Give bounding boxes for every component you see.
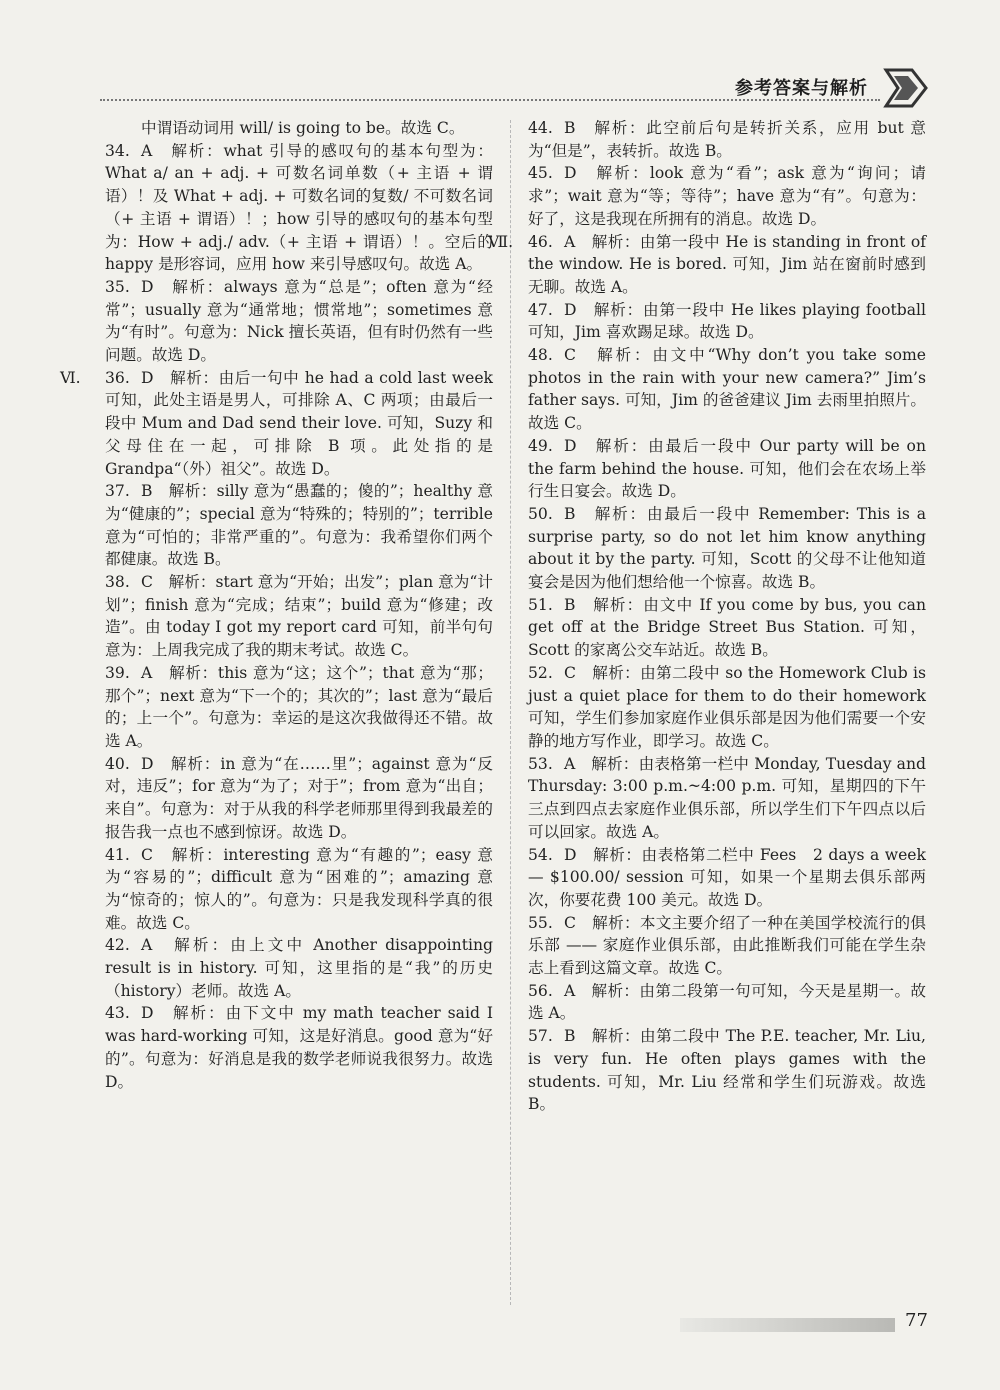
answer-item [528,1025,926,1116]
answer-item [105,662,493,753]
answer-number: 51. [528,595,553,614]
answer-item [528,435,926,503]
answer-number: 55. [528,913,553,932]
answer-item [105,480,493,571]
answer-item [105,117,493,140]
answer-item [528,344,926,435]
page-header-title: 参考答案与解析 [735,78,868,99]
answer-text: B 解析：由文中 If you come by bus, you can get off at the Bridge Street Bus Station. 可知，Scott 的家离公交车站近。故选 B。 [528,595,926,660]
footer-bar [680,1318,895,1332]
answer-number: 38. [105,573,130,592]
answer-number: 47. [528,300,553,319]
answer-number: 35. [105,277,130,296]
answer-number: 52. [528,663,553,682]
answer-number: 43. [105,1004,130,1023]
answer-number: 54. [528,845,553,864]
answer-number: 44. [528,119,553,137]
answer-text: D 解析：always 意为“总是”；often 意为“经常”；usually 意为“通常地；惯常地”；sometimes 意为“有时”。句意为：Nick 擅长英语，但有时仍然有一些问题。故选 D。 [105,277,493,365]
answer-number: 40. [105,754,130,773]
answer-item [528,117,926,162]
section-numeral: Ⅵ. [60,368,81,387]
answer-number: 46. [528,232,553,251]
answer-item [528,844,926,912]
left-column [60,117,493,1093]
answer-number: 50. [528,504,553,523]
answer-text: B 解析：由最后一段中 Remember: This is a surprise party, so do not let him know anything about it by the party. 可知，Scott 的父母不让他知道宴会是因为他们想给他一个惊喜。故选 B。 [528,504,926,592]
answer-text: B 解析：此空前后句是转折关系，应用 but 意为“但是”，表转折。故选 B。 [528,119,926,160]
answer-number: 34. [105,141,130,160]
answer-number: 41. [105,845,130,864]
answer-number: 56. [528,981,553,1000]
answer-item [528,662,926,753]
answer-text: A 解析：由上文中 Another disappointing result is in history. 可知，这里指的是“我”的历史（history）老师。故选 A。 [105,936,493,1000]
answer-number: 57. [528,1027,553,1046]
answer-text: 中谓语动词用 will/ is going to be。故选 C。 [141,119,465,137]
answer-item [105,571,493,662]
answer-item [105,934,493,1002]
answer-text: D 解析：由后一句中 he had a cold last week 可知，此处主语是男人，可排除 A、C 两项；由最后一段中 Mum and Dad send their love. 可知，Suzy 和父母住在一起，可排除 B 项。此处指的是 Grandpa“（外）祖父”。故选 D。 [105,368,493,478]
answer-item [105,140,493,276]
answer-number: 42. [105,936,130,955]
answer-item [528,503,926,594]
answer-number: 36. [105,368,130,387]
answer-text: B 解析：由第二段中 The P.E. teacher, Mr. Liu, is very fun. He often plays games with the students. 可知，Mr. Liu 经常和学生们玩游戏。故选 B。 [528,1027,926,1114]
header-divider [100,99,880,101]
answer-text: A 解析：this 意为“这；这个”；that 意为“那；那个”；next 意为“下一个的；其次的”；last 意为“最后的；上一个”。句意为：幸运的是这次我做得还不错。故选 A。 [105,663,493,750]
answer-text: D 解析：由第一段中 He likes playing football 可知，Jim 喜欢踢足球。故选 D。 [528,300,926,342]
answer-item [528,162,926,230]
answer-text: A 解析：what 引导的感叹句的基本句型为：What a/ an + adj. + 可数名词单数（+ 主语 + 谓语）！及 What + adj. + 可数名词的复数/ 不可数名词（+ 主语 + 谓语）！；how 引导的感叹句的基本句型为：How + adj./ adv.（+ 主语 + 谓语）！。空后的 happy 是形容词，应用 how 来引导感叹句。故选 A。 [105,141,493,274]
answer-item [105,844,493,935]
page-number: 77 [905,1310,928,1331]
answer-text: C 解析：由第二段中 so the Homework Club is just a quiet place for them to do their homework 可知，学生们参加家庭作业俱乐部是因为他们需要一个安静的地方写作业，即学习。故选 C。 [528,663,926,750]
answer-number: 45. [528,164,553,183]
answer-text: D 解析：look 意为“看”；ask 意为“询问；请求”；wait 意为“等；等待”；have 意为“有”。句意为：好了，这是我现在所拥有的消息。故选 D。 [528,164,926,228]
answer-text: C 解析：interesting 意为“有趣的”；easy 意为“容易的”；difficult 意为“困难的”；amazing 意为“惊奇的；惊人的”。句意为：只是我发现科学真的很难。故选 C。 [105,845,493,932]
answer-item [488,231,926,299]
arrow-badge-icon [882,66,930,110]
answer-text: D 解析：由下文中 my math teacher said I was hard-working 可知，这是好消息。good 意为“好的”。句意为：好消息是我的数学老师说我很努力。故选 D。 [105,1004,493,1091]
answer-item [528,912,926,980]
answer-number: 48. [528,346,553,365]
answer-item [60,367,493,481]
answer-text: C 解析：由文中“Why don’t you take some photos in the rain with your new camera?” Jim’s father says. 可知，Jim 的爸爸建议 Jim 去雨里拍照片。故选 C。 [528,346,926,433]
answer-number: 49. [528,436,553,455]
answer-text: A 解析：由第一段中 He is standing in front of the window. He is bored. 可知，Jim 站在窗前时感到无聊。故选 A。 [528,232,926,296]
answer-item [105,276,493,367]
right-column [488,117,926,1116]
answer-number: 39. [105,663,130,682]
answer-item [105,753,493,844]
column-divider [510,120,511,1305]
answer-number: 53. [528,754,553,773]
answer-item [528,594,926,662]
answer-text: B 解析：silly 意为“愚蠢的；傻的”；healthy 意为“健康的”；special 意为“特殊的；特别的”；terrible 意为“可怕的；非常严重的”。句意为：我希望你们两个都健康。故选 B。 [105,482,493,569]
answer-number: 37. [105,482,130,501]
answer-text: D 解析：由最后一段中 Our party will be on the farm behind the house. 可知，他们会在农场上举行生日宴会。故选 D。 [528,436,926,501]
answer-text: D 解析：in 意为“在……里”；against 意为“反对，违反”；for 意为“为了；对于”；from 意为“出自；来自”。句意为：对于从我的科学老师那里得到我最差的报告我一点也不感到惊讶。故选 D。 [105,754,493,841]
answer-text: C 解析：本文主要介绍了一种在美国学校流行的俱乐部 —— 家庭作业俱乐部，由此推断我们可能在学生杂志上看到这篇文章。故选 C。 [528,913,926,978]
answer-item [528,980,926,1025]
section-numeral: Ⅶ. [488,232,514,251]
answer-item [528,753,926,844]
answer-item [528,299,926,344]
answer-text: D 解析：由表格第二栏中 Fees 2 days a week — $100.00/ session 可知，如果一个星期去俱乐部两次，你要花费 100 美元。故选 D。 [528,845,926,909]
answer-item [105,1002,493,1093]
answer-text: A 解析：由第二段第一句可知，今天是星期一。故选 A。 [528,981,926,1023]
answer-text: C 解析：start 意为“开始；出发”；plan 意为“计划”；finish 意为“完成；结束”；build 意为“修建；改造”。由 today I got my report card 可知，前半句句意为：上周我完成了我的期末考试。故选 C。 [105,573,493,660]
answer-text: A 解析：由表格第一栏中 Monday, Tuesday and Thursday: 3:00 p.m.~4:00 p.m. 可知，星期四的下午三点到四点去家庭作业俱乐部，所以学生们下午四点以后可以回家。故选 A。 [528,754,926,841]
